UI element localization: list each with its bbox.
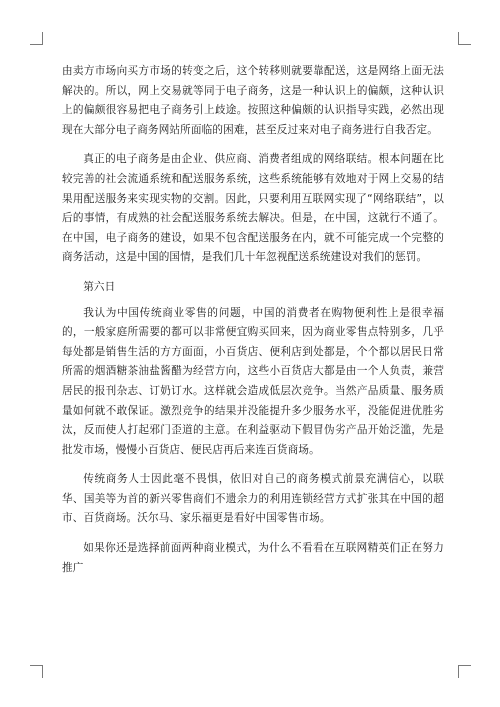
crop-mark-top-left	[30, 32, 43, 45]
crop-mark-bottom-right	[458, 665, 471, 678]
crop-mark-bottom-left	[30, 665, 43, 678]
paragraph-4: 传统商务人士因此毫不畏惧，依旧对自己的商务模式前景充满信心，以联华、国美等为首的新兴零售商们不遗余力的利用连锁经营方式扩张其在中国的超市、百货商场。沃尔马、家乐福更是看好中国零售市场。	[62, 473, 444, 525]
section-heading: 第六日	[83, 280, 116, 293]
paragraph-2: 真正的电子商务是由企业、供应商、消费者组成的网络联结。根本问题在比较完善的社会流通系统和配送服务系统，这些系统能够有效地对于网上交易的结果用配送服务来实现实物的交割。因此，只要利用互联网实现了“网络联结”，以后的事情，有成熟的社会配送服务系统去解决。但是，在中国，这就行不通了。在中国，电子商务的建设，如果不包含配送服务在内，就不可能完成一个完整的商务活动，这是中国的国情，是我们几十年忽视配送系统建设对我们的惩罚。	[62, 153, 444, 264]
paragraph-3: 我认为中国传统商业零售的问题，中国的消费者在购物便利性上是很幸福的，一般家庭所需要的都可以非常便宜购买回来，因为商业零售点特别多，几乎每处都是销售生活的方方面面，小百货店、便利店到处都是，个个都以居民日常所需的烟酒糖茶油盐酱醋为经营方向，这些小百货店大都是由一个人负责，兼营居民的报刊杂志、订奶订水。这样就会造成低层次竞争。当然产品质量、服务质量如何就不敢保证。激烈竞争的结果并没能提升多少服务水平，没能促进优胜劣汰，反而使人打起邪门歪道的主意。在利益驱动下假冒伪劣产品开始泛滥，先是批发市场，慢慢小百货店、便民店再后来连百货商场。	[62, 306, 444, 456]
document-body	[62, 62, 444, 588]
crop-mark-top-right	[458, 32, 471, 45]
paragraph-1: 由卖方市场向买方市场的转变之后，这个转移则就要靠配送，这是网络上面无法解决的。所以，网上交易就等同于电子商务，这是一种认识上的偏颇，这种认识上的偏颇很容易把电子商务引上歧途。按照这种偏颇的认识指导实践，必然出现现在大部分电子商务网站所面临的困难，甚至反过来对电子商务进行自我否定。	[62, 65, 444, 136]
paragraph-5: 如果你还是选择前面两种商业模式，为什么不看看在互联网精英们正在努力推广	[62, 542, 444, 574]
